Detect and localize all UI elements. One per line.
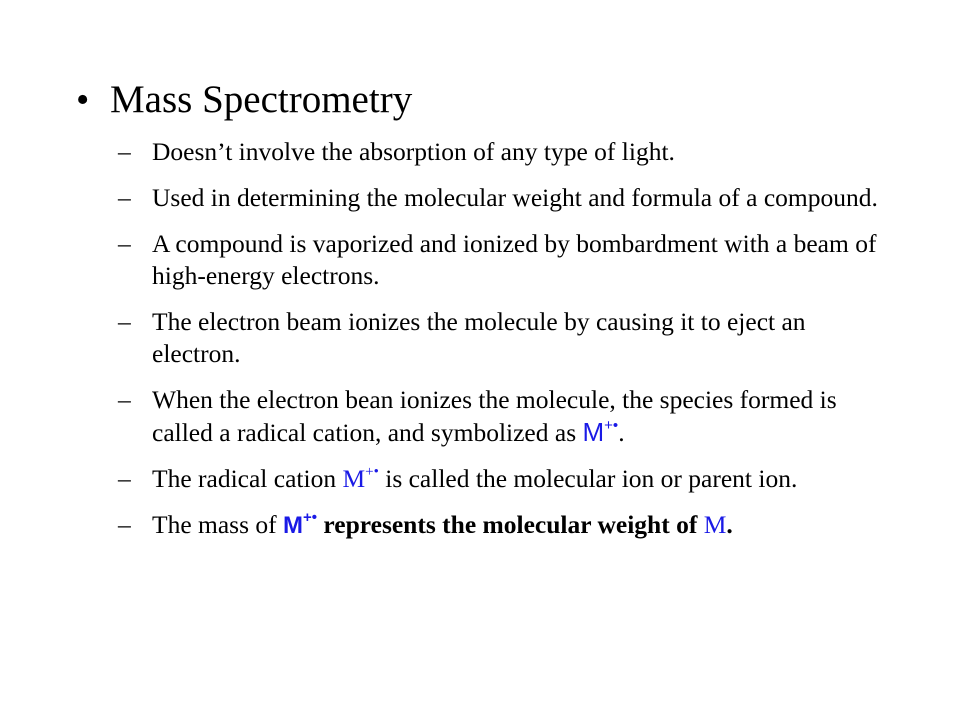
item-text-after: is called the molecular ion or parent ion. [385, 464, 798, 493]
item-end-punct: . [726, 510, 733, 539]
list-item [118, 228, 878, 292]
list-item [118, 306, 878, 370]
item-text: Doesn’t involve the absorption of any type of light. [152, 137, 675, 166]
dash-icon: – [118, 510, 131, 539]
symbol-letter: M [283, 512, 304, 539]
molecule-symbol: M [703, 510, 727, 539]
dash-icon: – [118, 464, 131, 493]
symbol-letter: M [342, 464, 366, 493]
sub-bullet-list [118, 136, 878, 556]
radical-cation-symbol [283, 509, 318, 539]
radical-cation-symbol [583, 417, 619, 447]
heading-row [76, 76, 412, 124]
item-text-before: The radical cation [152, 464, 337, 493]
item-text: When the electron bean ionizes the molecule, the species formed is called a radical cation, and symbolized as [152, 385, 837, 447]
charge-superscript: +• [604, 417, 619, 434]
dash-icon: – [118, 385, 131, 414]
dash-icon: – [118, 307, 131, 336]
charge-superscript: +• [365, 464, 379, 480]
item-text: The electron beam ionizes the molecule by causing it to eject an electron. [152, 307, 806, 368]
list-item [118, 509, 878, 542]
item-text-before: The mass of [152, 510, 277, 539]
item-end-punct: . [618, 418, 625, 447]
item-text: Used in determining the molecular weight and formula of a compound. [152, 183, 878, 212]
dash-icon: – [118, 229, 131, 258]
dash-icon: – [118, 183, 131, 212]
list-item [118, 182, 878, 214]
list-item [118, 136, 878, 168]
bullet-icon: • [76, 79, 90, 121]
slide-title: Mass Spectrometry [110, 78, 413, 121]
list-item [118, 384, 878, 449]
charge-superscript: +• [303, 509, 318, 526]
list-item [118, 463, 878, 495]
dash-icon: – [118, 137, 131, 166]
item-text: A compound is vaporized and ionized by bombardment with a beam of high-energy electrons. [152, 229, 877, 290]
symbol-letter: M [582, 417, 605, 447]
item-text-bold: represents the molecular weight of [323, 510, 698, 539]
radical-cation-symbol [342, 464, 378, 493]
